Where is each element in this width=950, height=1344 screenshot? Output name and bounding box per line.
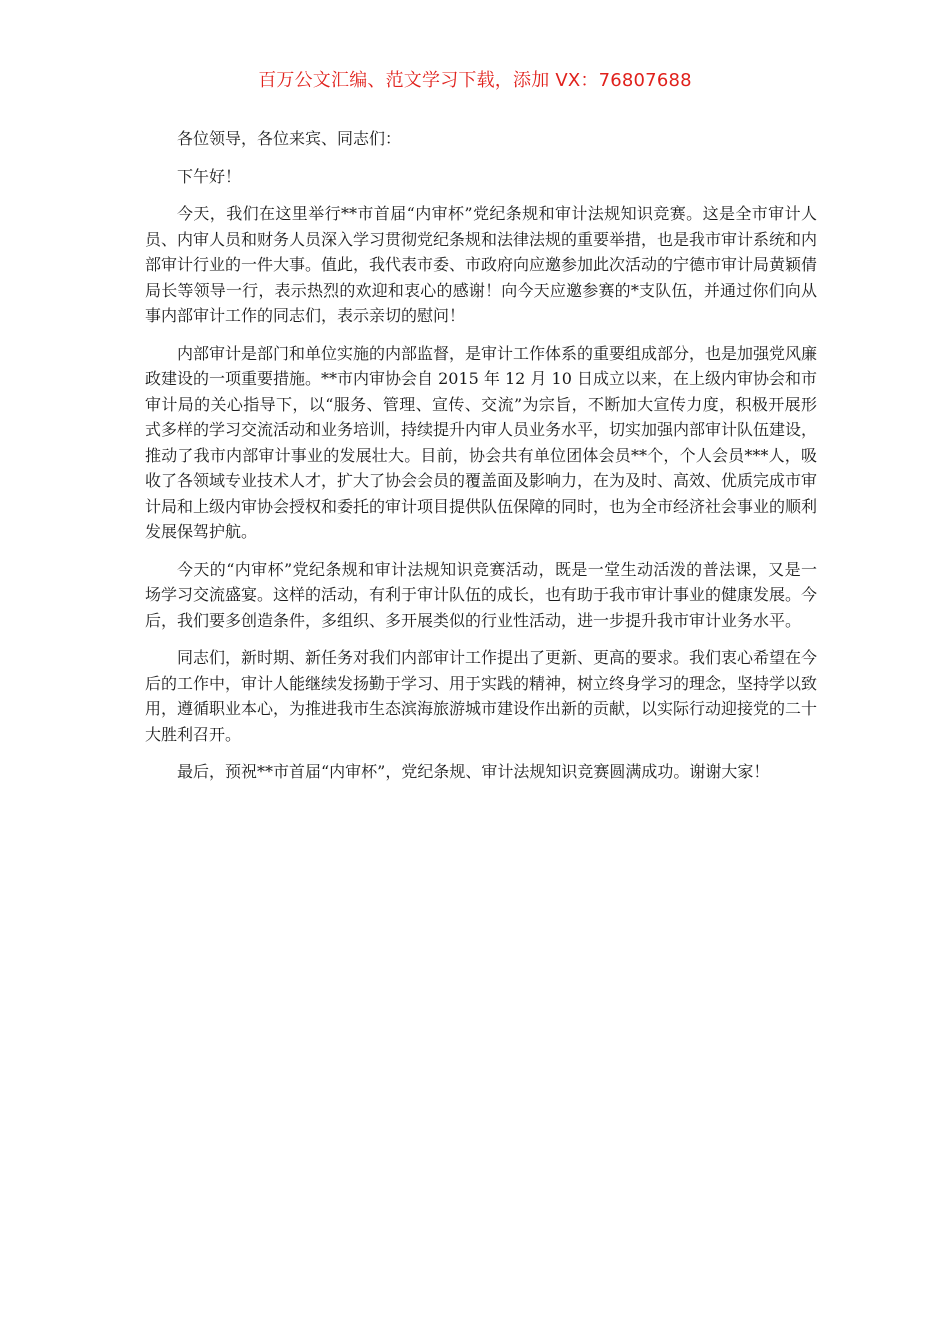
- paragraph-3: 今天的“内审杯”党纪条规和审计法规知识竞赛活动，既是一堂生动活泼的普法课，又是一场学习交流盛宴。这样的活动，有利于审计队伍的成长，也有助于我市审计事业的健康发展。今后，我们要多创造条件，多组织、多开展类似的行业性活动，进一步提升我市审计业务水平。: [145, 559, 818, 630]
- paragraph-5: 最后，预祝**市首届“内审杯”，党纪条规、审计法规知识竞赛圆满成功。谢谢大家！: [177, 762, 770, 781]
- promo-header: 百万公文汇编、范文学习下载，添加 VX：76807688: [258, 70, 692, 91]
- salutation: 各位领导，各位来宾、同志们：: [177, 129, 402, 148]
- paragraph-2: 内部审计是部门和单位实施的内部监督，是审计工作体系的重要组成部分，也是加强党风廉政建设的一项重要措施。**市内审协会自 2015 年 12 月 10 日成立以来，在上级内审协会和市审计局的关心指导下，以“服务、管理、宣传、交流”为宗旨，不断加大宣传力度，积极开展形式多样的学习交流活动和业务培训，持续提升内审人员业务水平，切实加强内部审计队伍建设，推动了我市内部审计事业的发展壮大。目前，协会共有单位团体会员**个，个人会员***人，吸收了各领域专业技术人才，扩大了协会会员的覆盖面及影响力，在为及时、高效、优质完成市审计局和上级内审协会授权和委托的审计项目提供队伍保障的同时，也为全市经济社会事业的顺利发展保驾护航。: [145, 343, 818, 541]
- paragraph-1: 今天，我们在这里举行**市首届“内审杯”党纪条规和审计法规知识竞赛。这是全市审计人员、内审人员和财务人员深入学习贯彻党纪条规和法律法规的重要举措，也是我市审计系统和内部审计行业的一件大事。值此，我代表市委、市政府向应邀参加此次活动的宁德市审计局黄颖倩局长等领导一行，表示热烈的欢迎和衷心的感谢！向今天应邀参赛的*支队伍，并通过你们向从事内部审计工作的同志们，表示亲切的慰问！: [145, 204, 818, 325]
- greeting: 下午好！: [177, 166, 242, 186]
- document-body: [145, 126, 817, 797]
- paragraph-4: 同志们，新时期、新任务对我们内部审计工作提出了更新、更高的要求。我们衷心希望在今后的工作中，审计人能继续发扬勤于学习、用于实践的精神，树立终身学习的理念，坚持学以致用，遵循职业本心，为推进我市生态滨海旅游城市建设作出新的贡献，以实际行动迎接党的二十大胜利召开。: [145, 648, 818, 744]
